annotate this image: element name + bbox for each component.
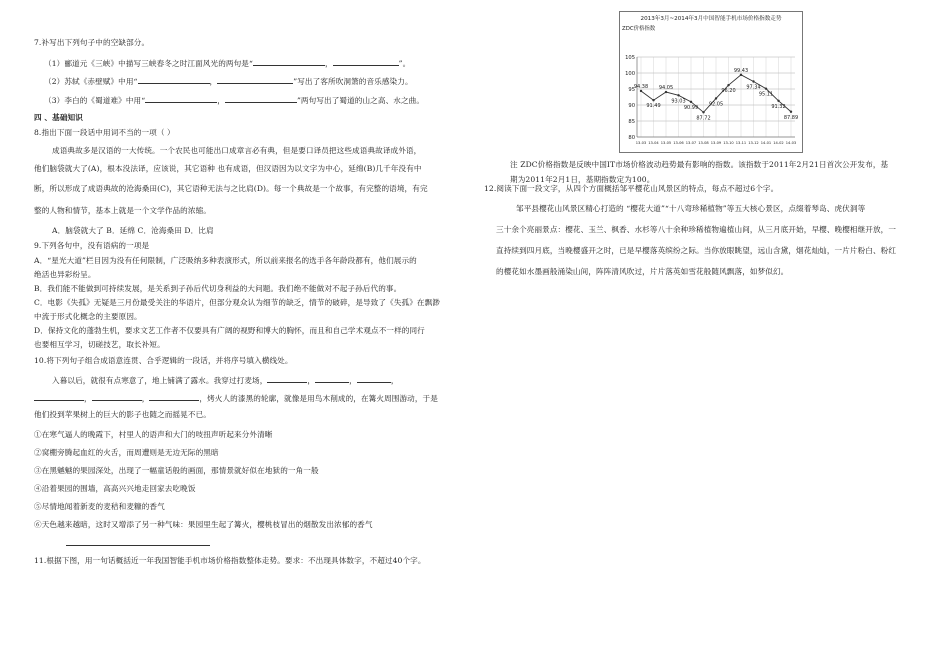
q7-title: 7.补写出下列句子中的空缺部分。 <box>34 38 150 47</box>
chart-frame <box>620 12 803 153</box>
data-point <box>665 91 667 93</box>
q9-option-c: C．电影《失孤》无疑是三月份最受关注的华语片，但部分观众认为细节的缺乏，情节的破碎，是导致了《失孤》在飘渺 <box>34 298 440 307</box>
data-label: 96.20 <box>721 88 736 95</box>
q10-blank[interactable] <box>267 374 307 383</box>
data-label: 99.43 <box>733 67 749 74</box>
x-tick-label: 14-02 <box>773 141 784 145</box>
x-tick-label: 13-08 <box>698 141 709 145</box>
y-tick-label: 100 <box>625 70 635 77</box>
x-tick-label: 13-07 <box>685 141 697 145</box>
x-tick-label: 13-10 <box>723 141 734 145</box>
chart-note-cont: 期为2011年2月1日，基期指数定为100。 <box>510 175 655 184</box>
x-tick-label: 14-03 <box>785 141 797 145</box>
q7-1-blank-a[interactable] <box>253 57 325 66</box>
chart-ylabel: ZDC价格指数 <box>622 26 656 32</box>
data-label: 94.05 <box>658 85 674 92</box>
y-tick-label: 85 <box>628 118 635 125</box>
q12-title: 12.阅读下面一段文字，从四个方面概括邹平樱花山风景区的特点，每点不超过6个字。 <box>484 184 779 193</box>
data-point <box>702 111 704 113</box>
chart-title: 2013年3月~2014年3月中国智能手机市场价格指数走势 <box>640 16 782 22</box>
q9-option-d: D．保持文化的蓬勃生机，要求文艺工作者不仅要具有广阔的视野和博大的胸怀，而且和自己学术观点不一样的同行 <box>34 326 425 335</box>
q10-para-line: ， ， ，烤火人的漆黑的轮廓，就像是用鸟木削成的，在篝火周围游动，于是 <box>34 392 438 404</box>
data-label: 87.72 <box>696 115 711 122</box>
q10-blank[interactable] <box>357 374 391 383</box>
q10-item: ①在寒气逼人的晚霞下，村里人的语声和大门的吱扭声听起来分外清晰 <box>34 430 273 439</box>
y-tick-label: 95 <box>628 86 635 93</box>
data-point <box>652 99 654 101</box>
x-tick-label: 13-12 <box>748 141 759 145</box>
data-label: 90.99 <box>683 104 699 111</box>
q7-item-2: （2）苏轼《赤壁赋》中用“ ， ”写出了客所吹洞箫的音乐感染力。 <box>44 77 413 86</box>
q10-item: ⑤尽情地闻着新麦的麦秸和麦糠的香气 <box>34 502 165 511</box>
q9-option-b: B．我们能不能做到可持续发展，是关系到子孙后代切身利益的大问题。我们绝不能做对不起子孙后代的事。 <box>34 284 402 293</box>
data-label: 91.49 <box>646 103 661 110</box>
price-index-chart <box>619 11 803 153</box>
q9-title: 9.下列各句中，没有语病的一项是 <box>34 241 150 250</box>
q10-blank[interactable] <box>34 392 84 401</box>
data-point <box>690 101 692 103</box>
q12-para-line: 邹平县樱花山风景区精心打造的 “樱花大道”“十八弯珍稀植物”等五大核心景区，点缀着琴岛、虎伏洞等 <box>516 204 866 213</box>
data-label: 91.32 <box>771 103 786 110</box>
data-label: 97.34 <box>746 84 761 91</box>
q10-answer-line[interactable] <box>66 545 210 546</box>
q8-para-line: 整的人物和情节，基本上就是一个文学作品的浓缩。 <box>34 206 211 215</box>
q9-option-d-cont: 也要相互学习，切磋技艺，取长补短。 <box>34 340 165 349</box>
data-point <box>727 84 729 86</box>
data-label: 93.03 <box>671 98 686 105</box>
x-tick-label: 13-09 <box>710 141 722 145</box>
q8-para-line: 他们脑袋就大了(A)，根本没法译，应该说，其它语种 也有成语，但汉语因为以文字为中心，延绵(B)几千年没有中 <box>34 164 422 173</box>
q12-para-line: 直持续到四月底，当晚樱盛开之时，已是早樱落英缤纷之际。当你放眼眺望，远山含黛，烟花灿灿，一片片粉白、粉红 <box>496 246 897 255</box>
data-label: 94.38 <box>633 83 649 90</box>
q9-option-a-cont: 绝活也异彩纷呈。 <box>34 270 96 279</box>
q10-para-line: 入暮以后，就很有点寒意了，地上铺满了露水。我穿过打麦场， ， ， ， <box>52 376 399 385</box>
q8-title: 8.指出下面一段话中用词不当的一项（ ） <box>34 128 175 137</box>
q10-item: ④沿着果园的围墙，高高兴兴地走回家去吃晚饭 <box>34 484 196 493</box>
data-label: 95.11 <box>758 91 774 98</box>
q8-para-line: 断，所以形成了成语典故的沧海桑田(C)，其它语种无法与之比肩(D)。每一个典故是一个故事，有完整的语境，有完 <box>34 184 428 193</box>
q10-item: ⑥天色越来越暗，这时又增添了另一种气味：果园里生起了篝火，樱桃枝冒出的烟散发出浓郁的香气 <box>34 520 373 529</box>
q12-para-line: 的樱花如水墨画般涌染山间，阵阵清风吹过，片片落英如雪花般随风飘落，如梦似幻。 <box>496 267 789 276</box>
q10-para-line: 他们投到苹果树上的巨大的影子也随之而摇晃不已。 <box>34 410 211 419</box>
q9-option-c-cont: 中流于形式化概念的主要原因。 <box>34 312 142 321</box>
x-tick-label: 14-01 <box>760 141 772 145</box>
data-point <box>752 80 754 82</box>
q7-item-1: （1）郦道元《三峡》中描写三峡春冬之时江面风光的两句是“ ， ”。 <box>44 59 411 68</box>
data-point <box>715 97 717 99</box>
x-tick-label: 13-04 <box>648 141 659 145</box>
data-point <box>740 74 742 76</box>
x-tick-label: 13-03 <box>635 141 647 145</box>
data-point <box>790 111 792 113</box>
q12-para-line: 三十余个亮丽景点：樱花、玉兰、枫香、水杉等八十余种珍稀植物遍植山间，从三月底开始，早樱、晚樱相继开放，一 <box>496 225 897 234</box>
section-heading: 四 、基础知识 <box>34 113 83 122</box>
y-tick-label: 105 <box>625 54 635 61</box>
q7-3-blank-a[interactable] <box>145 94 217 103</box>
q7-2-blank-a[interactable] <box>138 75 210 84</box>
q10-blank[interactable] <box>92 392 142 401</box>
data-label: 92.05 <box>708 101 724 108</box>
data-point <box>677 94 679 96</box>
q10-blank[interactable] <box>315 374 349 383</box>
q11-title: 11.根据下图，用一句话概括近一年我国智能手机市场价格指数整体走势。要求：不出现具体数字，不超过40个字。 <box>34 556 426 565</box>
q10-item: ②窝棚旁腾起血红的火舌，而周遭则是无边无际的黑暗 <box>34 448 219 457</box>
q8-para-line: 成语典故多是汉语的一大传统。一个农民也可能出口成章言必有典，但是要口译员把这些成语典故译成外语， <box>52 146 422 155</box>
data-point <box>777 100 779 102</box>
q7-1-blank-b[interactable] <box>333 57 399 66</box>
q10-item: ③在黑魆魆的果园深处，出现了一幅童话般的画面，那情景就好似在地狱的一角一般 <box>34 466 319 475</box>
data-label: 87.89 <box>783 114 799 121</box>
data-point <box>765 87 767 89</box>
chart-note: 注 ZDC价格指数是反映中国IT市场价格波动趋势最有影响的指数。该指数于2011年2月21日首次公开发布，基 <box>510 160 889 169</box>
x-tick-label: 13-06 <box>673 141 684 145</box>
q8-options: A．脑袋就大了 B．延绵 C．沧海桑田 D．比肩 <box>52 226 214 235</box>
q7-item-3: （3）李白的《蜀道难》中用“ ， ”两句写出了蜀道的山之高、水之曲。 <box>44 96 425 105</box>
q7-2-blank-b[interactable] <box>217 75 293 84</box>
q9-option-a: A．“星光大道”栏目因为没有任何限制，广泛吸纳多种表演形式，所以前来报名的选手各年龄段都有，他们展示的 <box>34 256 417 265</box>
y-tick-label: 90 <box>628 102 635 109</box>
x-tick-label: 13-11 <box>735 141 747 145</box>
q7-3-blank-b[interactable] <box>225 94 297 103</box>
q10-title: 10.将下列句子组合成语意连贯、合乎逻辑的一段话，并将序号填入横线处。 <box>34 356 293 365</box>
q10-blank[interactable] <box>149 392 199 401</box>
data-point <box>640 90 642 92</box>
x-tick-label: 13-05 <box>660 141 672 145</box>
y-tick-label: 80 <box>628 134 635 141</box>
